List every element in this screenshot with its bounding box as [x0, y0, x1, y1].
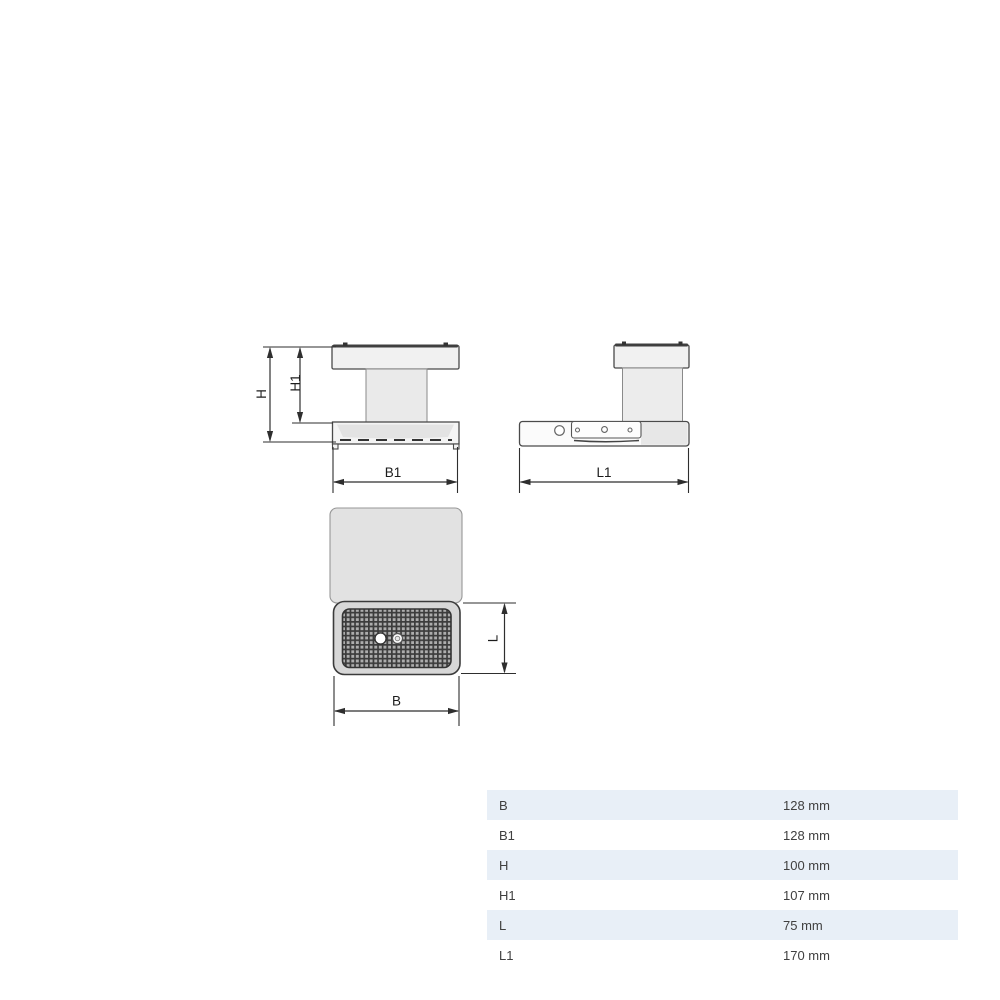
side-bracket-hole-left [576, 428, 580, 432]
dimension-b1-label: B1 [384, 465, 402, 480]
dimension-l-label: L [485, 634, 501, 643]
arrow-down-icon [297, 412, 303, 423]
top-view [330, 508, 516, 726]
top-pad-hole-small-inner [395, 636, 400, 641]
arrow-right-icon [678, 479, 689, 485]
dimension-value: 107 mm [783, 887, 830, 903]
table-row [487, 910, 958, 940]
dimension-l [461, 603, 516, 674]
dimension-h1 [288, 347, 303, 423]
front-bottom-plate-shading [337, 425, 454, 439]
arrow-up-icon [267, 347, 273, 358]
arrow-left-icon [333, 479, 344, 485]
dimensions-table [487, 790, 958, 970]
front-top-plate-edge [333, 345, 458, 348]
table-row [487, 850, 958, 880]
table-row [487, 790, 958, 820]
dimension-l1 [520, 448, 689, 493]
side-base-column-overlap [641, 423, 688, 445]
table-row [487, 880, 958, 910]
arrow-left-icon [520, 479, 531, 485]
dimension-b-label: B [391, 693, 402, 709]
side-base-hole [555, 426, 565, 436]
arrow-up-icon [501, 603, 507, 614]
side-cap-tick-left [622, 342, 626, 346]
top-pad-hole-large [375, 633, 386, 644]
dimension-value: 100 mm [783, 857, 830, 873]
table-row [487, 820, 958, 850]
arrow-right-icon [447, 479, 458, 485]
dimension-value: 128 mm [783, 797, 830, 813]
arrow-left-icon [334, 708, 345, 714]
dimension-l1-label: L1 [596, 465, 612, 480]
dimension-value: 128 mm [783, 827, 830, 843]
dimension-name: H1 [499, 887, 516, 903]
arrow-down-icon [267, 431, 273, 442]
dimension-name: B1 [499, 827, 515, 843]
dimension-name: H [499, 857, 509, 873]
dimension-value: 75 mm [783, 917, 823, 933]
side-bracket-hole-center [602, 427, 608, 433]
side-cap [614, 345, 689, 368]
side-stem [623, 368, 683, 422]
dimension-name: L [499, 917, 507, 933]
side-view [520, 342, 690, 494]
front-view [254, 343, 459, 494]
dimension-h-label: H [254, 389, 269, 399]
dimension-b1 [333, 447, 458, 493]
arrow-down-icon [501, 663, 507, 674]
top-body [330, 508, 462, 603]
front-top-plate-tick-right [444, 343, 449, 347]
side-bracket-hole-right [628, 428, 632, 432]
front-top-plate [332, 346, 459, 370]
arrow-right-icon [448, 708, 459, 714]
dimension-h [254, 347, 273, 442]
side-cap-tick-right [679, 342, 683, 346]
table-row [487, 940, 958, 970]
dimension-value: 170 mm [783, 947, 830, 963]
arrow-up-icon [297, 347, 303, 358]
dimension-name: L1 [499, 947, 514, 963]
front-bottom-plate-foot-right [454, 444, 460, 449]
front-top-plate-tick-left [343, 343, 348, 347]
dimension-h1-label: H1 [288, 374, 303, 392]
dimension-b [334, 676, 459, 726]
front-stem [366, 369, 427, 422]
dimension-name: B [499, 797, 508, 813]
